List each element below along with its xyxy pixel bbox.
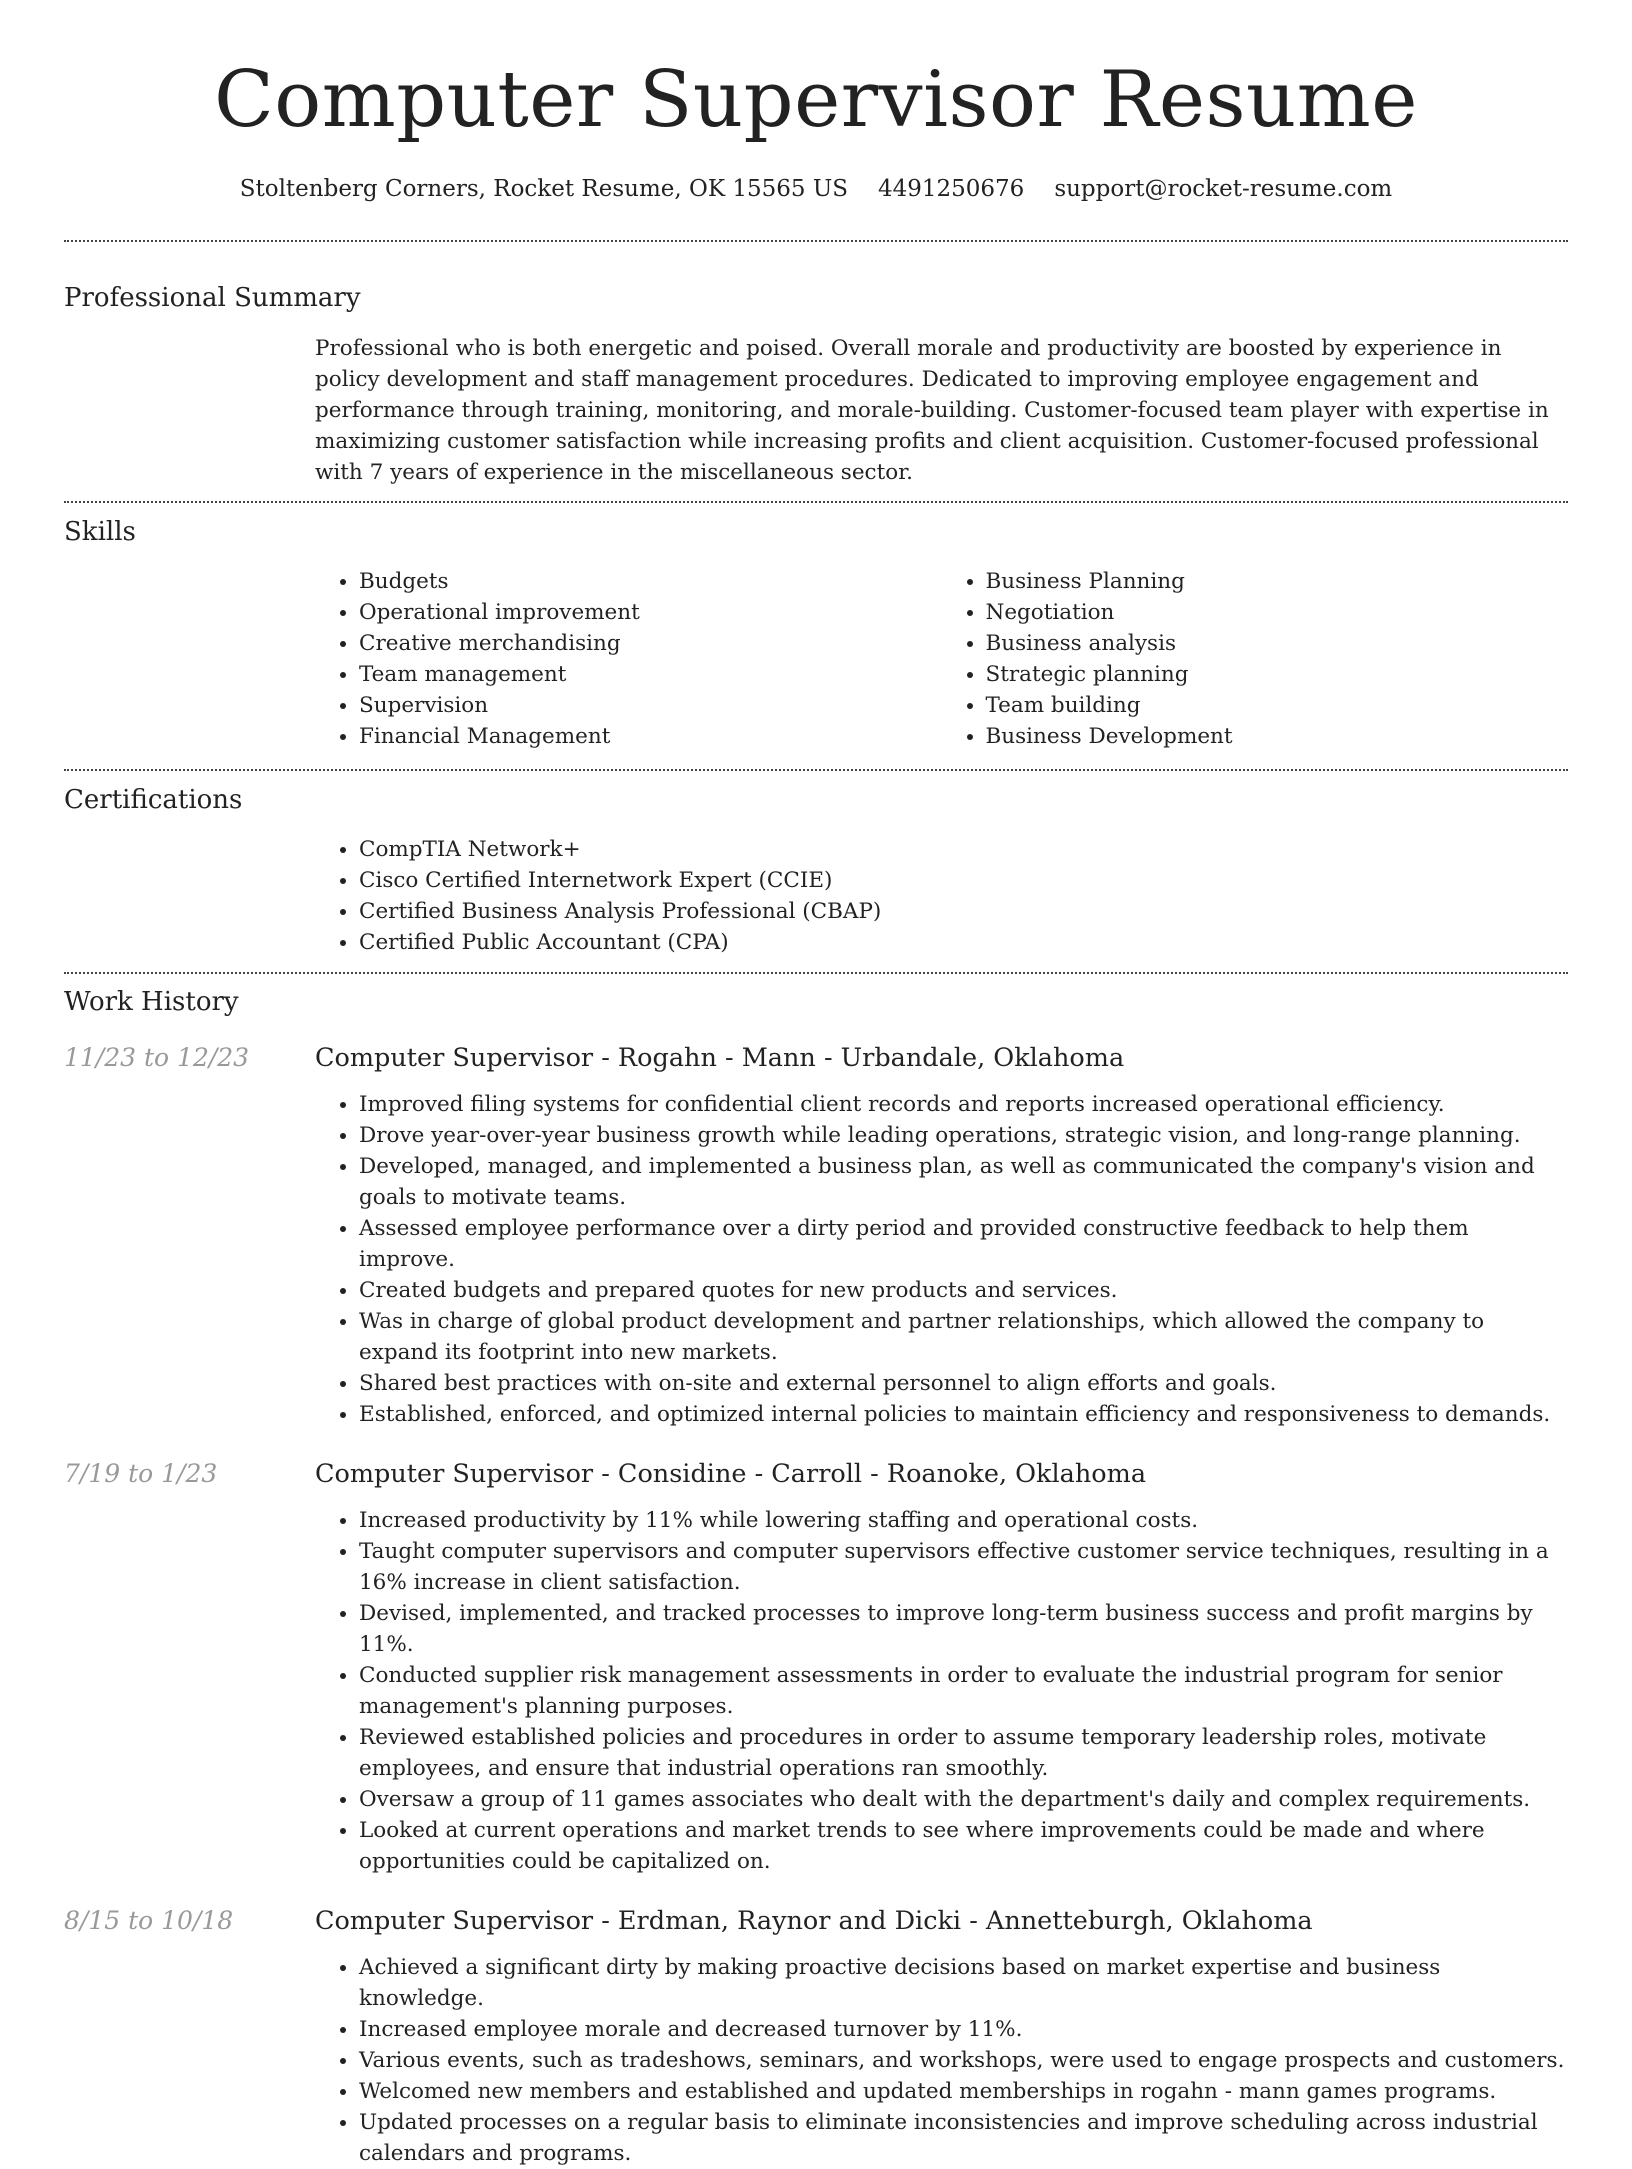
duty-item: • Improved filing systems for confidential client records and reports increased operational efficiency.	[359, 1089, 1568, 1120]
skill-item: • Business analysis	[986, 628, 1569, 659]
duty-item: • Conducted supplier risk management assessments in order to evaluate the industrial program for senior management's planning purposes.	[359, 1660, 1568, 1722]
certifications-list	[315, 834, 1568, 958]
skills-heading: Skills	[64, 517, 136, 547]
duty-item: • Oversaw a group of 11 games associates who dealt with the department's daily and complex requirements.	[359, 1784, 1568, 1815]
duty-item: • Shared best practices with on-site and external personnel to align efforts and goals.	[359, 1368, 1568, 1399]
section-divider	[64, 240, 1568, 242]
duty-item: • Welcomed new members and established and updated memberships in rogahn - mann games programs.	[359, 2076, 1568, 2107]
section-divider	[64, 501, 1568, 503]
certification-item: • Certified Business Analysis Professional (CBAP)	[359, 896, 1568, 927]
skills-grid	[315, 566, 1568, 752]
duty-item: • Taught computer supervisors and computer supervisors effective customer service techniques, resulting in a 16% increase in client satisfaction.	[359, 1536, 1568, 1598]
duty-item: • Increased productivity by 11% while lowering staffing and operational costs.	[359, 1505, 1568, 1536]
job-title: Computer Supervisor - Rogahn - Mann - Urbandale, Oklahoma	[315, 1043, 1125, 1073]
duty-item: • Established, enforced, and optimized internal policies to maintain efficiency and responsiveness to demands.	[359, 1399, 1568, 1430]
duty-item: • Increased employee morale and decreased turnover by 11%.	[359, 2014, 1568, 2045]
duty-item: • Was in charge of global product development and partner relationships, which allowed the company to expand its footprint into new markets.	[359, 1306, 1568, 1368]
work-history-heading: Work History	[64, 987, 239, 1017]
duty-item: • Looked at current operations and market trends to see where improvements could be made and where opportunities could be capitalized on.	[359, 1815, 1568, 1877]
job-duties	[315, 1089, 1568, 1430]
skill-item: • Strategic planning	[986, 659, 1569, 690]
skills-list-right	[942, 566, 1569, 752]
job-header	[64, 1456, 1568, 1492]
certification-item: • CompTIA Network+	[359, 834, 1568, 865]
duty-item: • Assessed employee performance over a dirty period and provided constructive feedback to help them improve.	[359, 1213, 1568, 1275]
skill-item: • Operational improvement	[359, 597, 942, 628]
skill-item: • Budgets	[359, 566, 942, 597]
skill-item: • Negotiation	[986, 597, 1569, 628]
duty-item: • Various events, such as tradeshows, seminars, and workshops, were used to engage prospects and customers.	[359, 2045, 1568, 2076]
job-dates: 11/23 to 12/23	[64, 1043, 250, 1072]
section-divider	[64, 972, 1568, 974]
skill-item: • Financial Management	[359, 721, 942, 752]
certifications-heading: Certifications	[64, 785, 243, 815]
skill-item: • Business Development	[986, 721, 1569, 752]
job-duties-list	[315, 1505, 1568, 1877]
contact-email: support@rocket-resume.com	[1054, 176, 1393, 202]
certification-item: • Certified Public Accountant (CPA)	[359, 927, 1568, 958]
skill-item: • Team management	[359, 659, 942, 690]
skill-item: • Supervision	[359, 690, 942, 721]
contact-line	[64, 172, 1568, 206]
contact-phone: 4491250676	[877, 176, 1025, 202]
summary-text: Professional who is both energetic and poised. Overall morale and productivity are boosted by experience in policy development and staff management procedures. Dedicated to improving employee engagement and performance through training, monitoring, and morale-building. Customer-focused team player with expertise in maximizing customer satisfaction while increasing profits and client acquisition. Customer-focused professional with 7 years of experience in the miscellaneous sector.	[315, 336, 1549, 485]
skill-item: • Creative merchandising	[359, 628, 942, 659]
certification-item: • Cisco Certified Internetwork Expert (CCIE)	[359, 865, 1568, 896]
job-duties	[315, 1952, 1568, 2169]
duty-item: • Achieved a significant dirty by making proactive decisions based on market expertise and business knowledge.	[359, 1952, 1568, 2014]
job-dates: 8/15 to 10/18	[64, 1906, 234, 1935]
job-title: Computer Supervisor - Considine - Carroll - Roanoke, Oklahoma	[315, 1459, 1147, 1489]
job-duties-list	[315, 1089, 1568, 1430]
job-header	[64, 1040, 1568, 1076]
summary-heading: Professional Summary	[64, 283, 361, 313]
job-duties-list	[315, 1952, 1568, 2169]
duty-item: • Created budgets and prepared quotes for new products and services.	[359, 1275, 1568, 1306]
certifications-block	[315, 834, 1568, 958]
duty-item: • Devised, implemented, and tracked processes to improve long-term business success and profit margins by 11%.	[359, 1598, 1568, 1660]
skill-item: • Team building	[986, 690, 1569, 721]
job-dates: 7/19 to 1/23	[64, 1459, 218, 1488]
skills-list-left	[315, 566, 942, 752]
duty-item: • Drove year-over-year business growth while leading operations, strategic vision, and long-range planning.	[359, 1120, 1568, 1151]
duty-item: • Updated processes on a regular basis to eliminate inconsistencies and improve scheduling across industrial calendars and programs.	[359, 2107, 1568, 2169]
resume-title: Computer Supervisor Resume	[214, 55, 1418, 145]
job-header	[64, 1903, 1568, 1939]
section-divider	[64, 769, 1568, 771]
skill-item: • Business Planning	[986, 566, 1569, 597]
duty-item: • Reviewed established policies and procedures in order to assume temporary leadership roles, motivate employees, and ensure that industrial operations ran smoothly.	[359, 1722, 1568, 1784]
job-title: Computer Supervisor - Erdman, Raynor and Dicki - Annetteburgh, Oklahoma	[315, 1906, 1313, 1936]
duty-item: • Developed, managed, and implemented a business plan, as well as communicated the company's vision and goals to motivate teams.	[359, 1151, 1568, 1213]
job-duties	[315, 1505, 1568, 1877]
contact-address: Stoltenberg Corners, Rocket Resume, OK 15565 US	[239, 176, 848, 202]
